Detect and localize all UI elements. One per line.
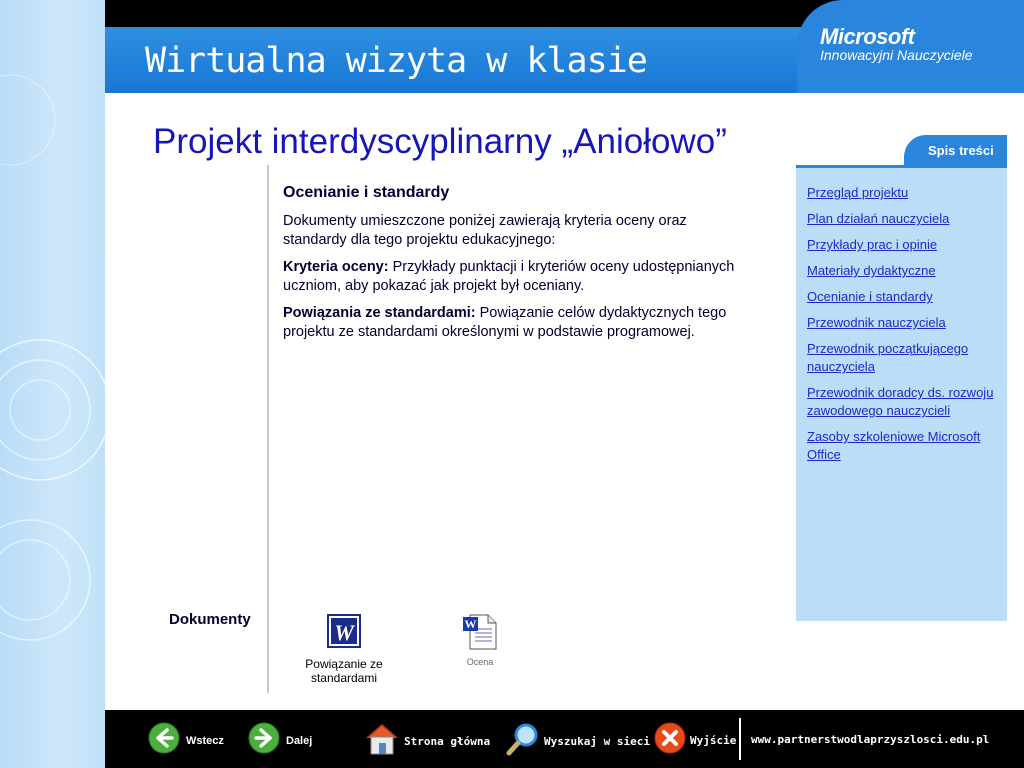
- document-caption: Powiązanie ze standardami: [305, 657, 383, 685]
- toc-link-beginner-guide[interactable]: Przewodnik początkującego nauczyciela: [807, 341, 969, 374]
- arrow-left-icon: [148, 722, 180, 759]
- toc-item: [807, 210, 997, 228]
- toc-item: [807, 288, 997, 306]
- back-label: Wstecz: [186, 734, 224, 747]
- intro-text: Dokumenty umieszczone poniżej zawierają kryteria oceny oraz standardy dla tego projektu edukacyjnego:: [283, 213, 687, 248]
- toc-item: [807, 384, 997, 420]
- toc-link-teacher-guide[interactable]: Przewodnik nauczyciela: [807, 315, 946, 330]
- exit-label: Wyjście: [690, 734, 737, 747]
- toc-link-advisor-guide[interactable]: Przewodnik doradcy ds. rozwoju zawodowego nauczycieli: [807, 385, 994, 418]
- toc-header: [904, 135, 1007, 165]
- standards-paragraph: [283, 304, 743, 342]
- toc-list: [796, 168, 1007, 464]
- magnifier-icon: [506, 722, 540, 761]
- toc-item: [807, 314, 997, 332]
- toc-link-materials[interactable]: Materiały dydaktyczne: [807, 263, 936, 278]
- decorative-circles: [0, 0, 105, 768]
- criteria-text: Przykłady punktacji i kryteriów oceny udostępnianych uczniom, aby pokazać jak projekt był oceniany.: [283, 259, 735, 294]
- toc-link-teacher-plan[interactable]: Plan działań nauczyciela: [807, 211, 950, 226]
- exit-button[interactable]: [654, 722, 736, 759]
- banner-title: Wirtualna wizyta w klasie: [145, 41, 647, 81]
- document-link-standards[interactable]: [296, 614, 392, 685]
- toc-item: [807, 428, 997, 464]
- main-content: [283, 183, 743, 350]
- page-title: Projekt interdyscyplinarny „Aniołowo”: [153, 122, 727, 161]
- home-icon: [364, 722, 400, 761]
- toc-link-office-resources[interactable]: Zasoby szkoleniowe Microsoft Office: [807, 429, 981, 462]
- toc-link-project-overview[interactable]: Przegląd projektu: [807, 185, 909, 200]
- nav-separator: [739, 718, 741, 760]
- documents-label: Dokumenty: [169, 611, 251, 628]
- word-file-icon[interactable]: [462, 614, 498, 655]
- search-label: Wyszukaj w sieci: [544, 735, 650, 748]
- website-link[interactable]: www.partnerstwodlaprzyszlosci.edu.pl: [751, 733, 990, 746]
- toc-item: [807, 236, 997, 254]
- toc-title: Spis treści: [928, 143, 994, 158]
- standards-text: Powiązanie celów dydaktycznych tego projektu ze standardami określonymi w podstawie programowej.: [283, 305, 727, 340]
- toc-link-work-samples[interactable]: Przykłady prac i opinie: [807, 237, 938, 252]
- search-button[interactable]: [506, 722, 650, 761]
- close-icon: [654, 722, 686, 759]
- next-button[interactable]: [248, 722, 312, 759]
- criteria-label: Kryteria oceny:: [283, 259, 389, 275]
- vertical-divider: [267, 165, 269, 693]
- home-button[interactable]: [364, 722, 490, 761]
- criteria-paragraph: [283, 258, 743, 296]
- svg-text:W: W: [334, 620, 354, 645]
- logo-subtitle: Innowacyjni Nauczyciele: [820, 47, 973, 63]
- next-label: Dalej: [286, 734, 313, 747]
- standards-label: Powiązania ze standardami:: [283, 305, 476, 321]
- document-caption: Ocena: [466, 657, 494, 667]
- home-label: Strona główna: [404, 735, 491, 748]
- toc-item: [807, 184, 997, 202]
- toc-item: [807, 340, 997, 376]
- arrow-right-icon: [248, 722, 280, 759]
- left-decorative-strip: [0, 0, 105, 768]
- toc-item: [807, 262, 997, 280]
- document-link-assessment[interactable]: [452, 614, 508, 667]
- section-title: Ocenianie i standardy: [283, 184, 450, 201]
- word-document-icon[interactable]: [327, 614, 361, 653]
- microsoft-logo: [820, 24, 973, 63]
- toc-link-assessment[interactable]: Ocenianie i standardy: [807, 289, 933, 304]
- svg-text:W: W: [464, 617, 477, 631]
- toc-panel: [796, 168, 1007, 621]
- back-button[interactable]: [148, 722, 224, 759]
- logo-brand: Microsoft: [820, 24, 915, 49]
